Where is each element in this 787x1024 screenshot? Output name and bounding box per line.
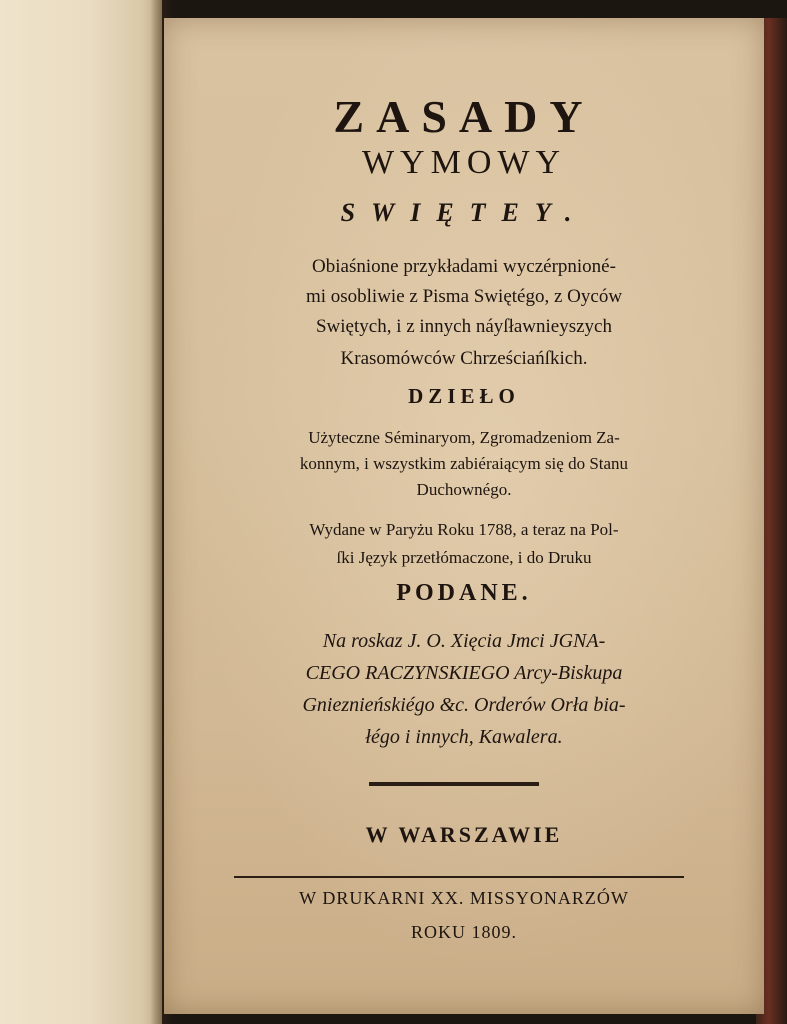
left-blank-page bbox=[0, 0, 162, 1024]
publication-year: ROKU 1809. bbox=[410, 922, 517, 942]
publication-line: ſki Język przetłómaczone, i do Druku bbox=[336, 548, 592, 567]
audience-line: Użyteczne Séminaryom, Zgromadzeniom Za- bbox=[308, 428, 620, 447]
subtitle-line: Obiaśnione przykładami wyczérpnioné- bbox=[312, 256, 616, 277]
audience-line: Duchownégo. bbox=[416, 480, 512, 499]
podane-heading: PODANE. bbox=[396, 580, 532, 606]
place-of-publication: W WARSZAWIE bbox=[365, 822, 563, 847]
publication-line: Wydane w Paryżu Roku 1788, a teraz na Pol- bbox=[309, 520, 619, 539]
divider-rule bbox=[234, 876, 684, 878]
audience-line: konnym, i wszystkim zabiéraiącym się do Stanu bbox=[299, 454, 629, 473]
dedication-line: Gnieznieńskiégo &c. Orderów Orła bia- bbox=[302, 694, 626, 716]
main-title: ZASADY bbox=[333, 91, 595, 142]
dedication-line: Na roskaz J. O. Xięcia Jmci JGNA- bbox=[322, 630, 606, 652]
work-heading: DZIEŁO bbox=[408, 384, 520, 408]
main-title-line-2: WYMOWY bbox=[361, 144, 567, 181]
dedication-line: łégo i innych, Kawalera. bbox=[365, 726, 563, 748]
subtitle-line: mi osobliwie z Pisma Swiętégo, z Oyców bbox=[305, 286, 623, 307]
title-page bbox=[164, 18, 764, 1014]
main-title-line-3: SWIĘTEY. bbox=[340, 198, 588, 227]
dedication-line: CEGO RACZYNSKIEGO Arcy-Biskupa bbox=[305, 662, 623, 684]
subtitle-line: Swiętych, i z innych náyſławnieyszych bbox=[315, 316, 612, 337]
printer-imprint: W DRUKARNI XX. MISSYONARZÓW bbox=[299, 888, 629, 908]
ornamental-rule bbox=[369, 782, 539, 786]
subtitle-line: Krasomówców Chrześciańſkich. bbox=[340, 348, 588, 369]
